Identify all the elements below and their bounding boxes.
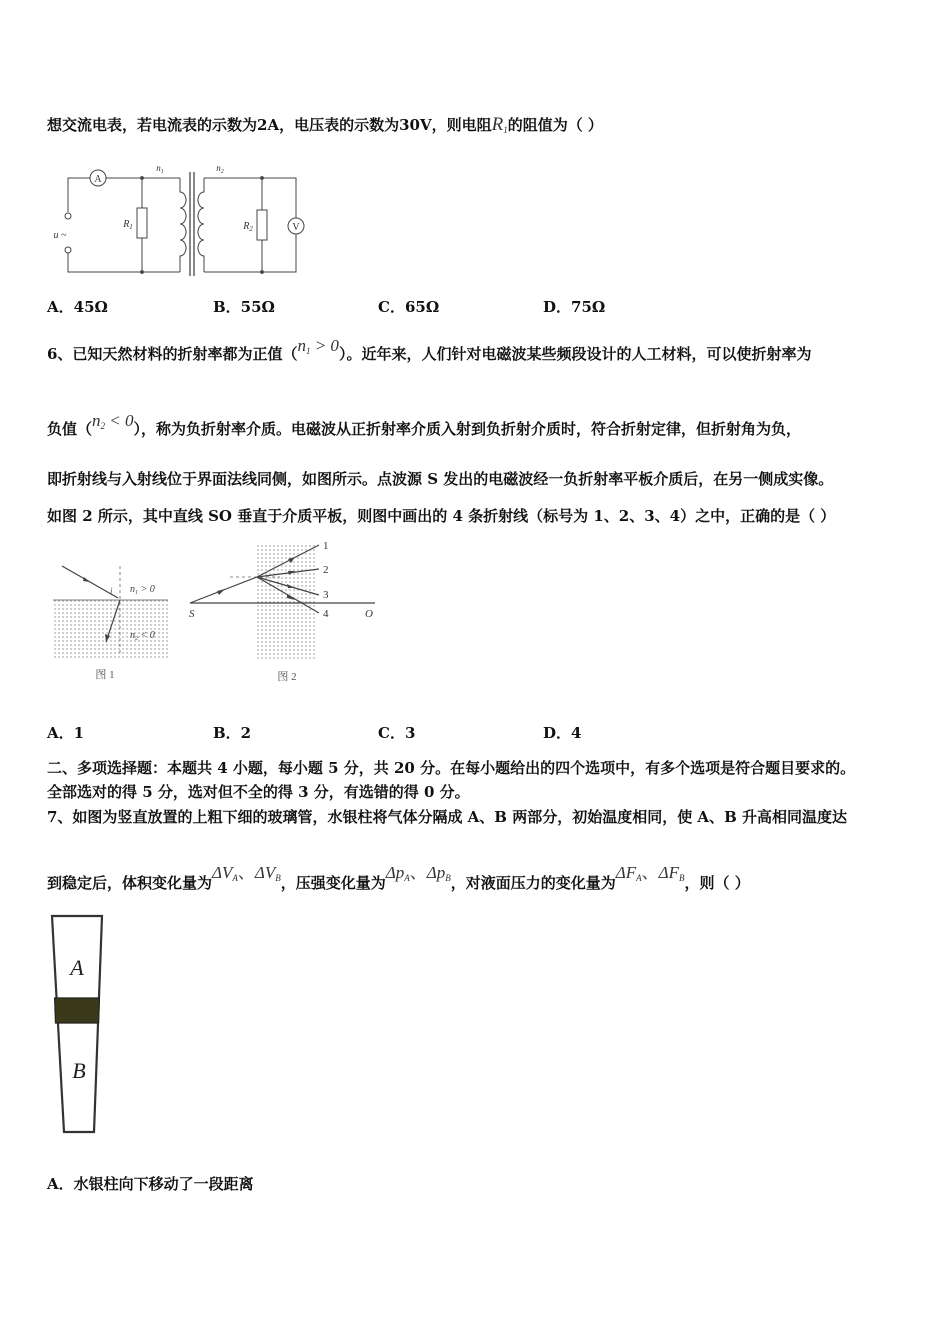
q6-n1-expr: $n_1 > 0$ — [297, 336, 339, 356]
q6-line1: 6、已知天然材料的折射率都为正值$(n_1 > 0)$。近年来，人们针对电磁波某些频段设计的人工材料，可以使折射率为 — [47, 336, 812, 363]
ammeter-label: A — [94, 174, 102, 185]
q7-line1: 7、如图为竖直放置的上粗下细的玻璃管，水银柱将气体分隔成 A、B 两部分，初始温度相同，使 A、B 升高相同温度达 — [47, 808, 847, 826]
q6-option-a[interactable]: A．1 — [47, 724, 85, 742]
fig1-caption: 图 1 — [95, 669, 115, 681]
n1-label: $n_1$ — [156, 163, 164, 175]
r1-label: $R_1$ — [123, 219, 133, 231]
r2-label: $R_2$ — [243, 221, 253, 233]
q5-option-a[interactable]: A．45Ω — [47, 298, 108, 316]
q7-delta-p: $\Delta p_A$、$\Delta p_B$ — [385, 863, 451, 883]
angle-i-label: i — [110, 586, 113, 596]
ray-1-label: 1 — [323, 540, 329, 552]
refraction-figure-1 — [50, 560, 180, 685]
gas-a-label: A — [70, 955, 84, 980]
refraction-figure-2 — [185, 537, 385, 687]
q6-option-c[interactable]: C．3 — [378, 724, 416, 742]
q7-option-a[interactable]: A．水银柱向下移动了一段距离 — [47, 1175, 254, 1193]
transformer-circuit-diagram — [50, 160, 310, 280]
q5-var-r1: $R_1$ — [491, 114, 508, 135]
q6-option-d[interactable]: D．4 — [543, 724, 582, 742]
n2-label: $n_2$ — [216, 163, 224, 175]
q5-option-b[interactable]: B．55Ω — [213, 298, 275, 316]
section2-line1: 二、多项选择题：本题共 4 小题，每小题 5 分，共 20 分。在每小题给出的四个选项中，有多个选项是符合题目要求的。 — [47, 759, 856, 777]
source-label: u ~ — [53, 230, 67, 241]
q6-option-b[interactable]: B．2 — [213, 724, 252, 742]
q6-line4: 如图 2 所示，其中直线 SO 垂直于介质平板，则图中画出的 4 条折射线（标号为 1、2、3、4）之中，正确的是（ ） — [47, 507, 836, 525]
ray-3-label: 3 — [323, 589, 329, 601]
q6-n2-expr: $n_2 < 0$ — [92, 411, 134, 431]
fig2-caption: 图 2 — [277, 671, 297, 683]
gas-b-label: B — [72, 1058, 86, 1083]
q6-line3: 即折射线与入射线位于界面法线同侧，如图所示。点波源 S 发出的电磁波经一负折射率平板介质后，在另一侧成实像。 — [47, 470, 834, 488]
q5-option-c[interactable]: C．65Ω — [378, 298, 440, 316]
q5-stem: 想交流电表，若电流表的示数为2A，电压表的示数为30V，则电阻$R_1$的阻值为（ ） — [47, 114, 603, 135]
fig1-n1-label: $n_1 > 0$ — [130, 584, 155, 596]
q6-line2: 负值$(n_2 < 0)$，称为负折射率介质。电磁波从正折射率介质入射到负折射介质时，符合折射定律，但折射角为负， — [47, 411, 802, 438]
q5-option-d[interactable]: D．75Ω — [543, 298, 606, 316]
q7-line2: 到稳定后，体积变化量为$\Delta V_A$、$\Delta V_B$，压强变化量为$\Delta p_A$、$\Delta p_B$，对液面压力的变化量为$\Delta F_A$、$\Delta F_B$，则（ ） — [47, 863, 750, 892]
q7-delta-f: $\Delta F_A$、$\Delta F_B$ — [615, 863, 685, 883]
point-o-label: O — [365, 608, 373, 620]
ray-2-label: 2 — [323, 564, 329, 576]
fig1-n2-label: $n_2 < 0$ — [130, 630, 155, 642]
section2-line2: 全部选对的得 5 分，选对但不全的得 3 分，有选错的得 0 分。 — [47, 783, 470, 801]
q7-delta-v: $\Delta V_A$、$\Delta V_B$ — [212, 863, 281, 883]
glass-tube-figure — [48, 912, 108, 1137]
source-s-label: S — [189, 608, 195, 620]
ray-4-label: 4 — [323, 608, 329, 620]
voltmeter-label: V — [292, 222, 300, 233]
